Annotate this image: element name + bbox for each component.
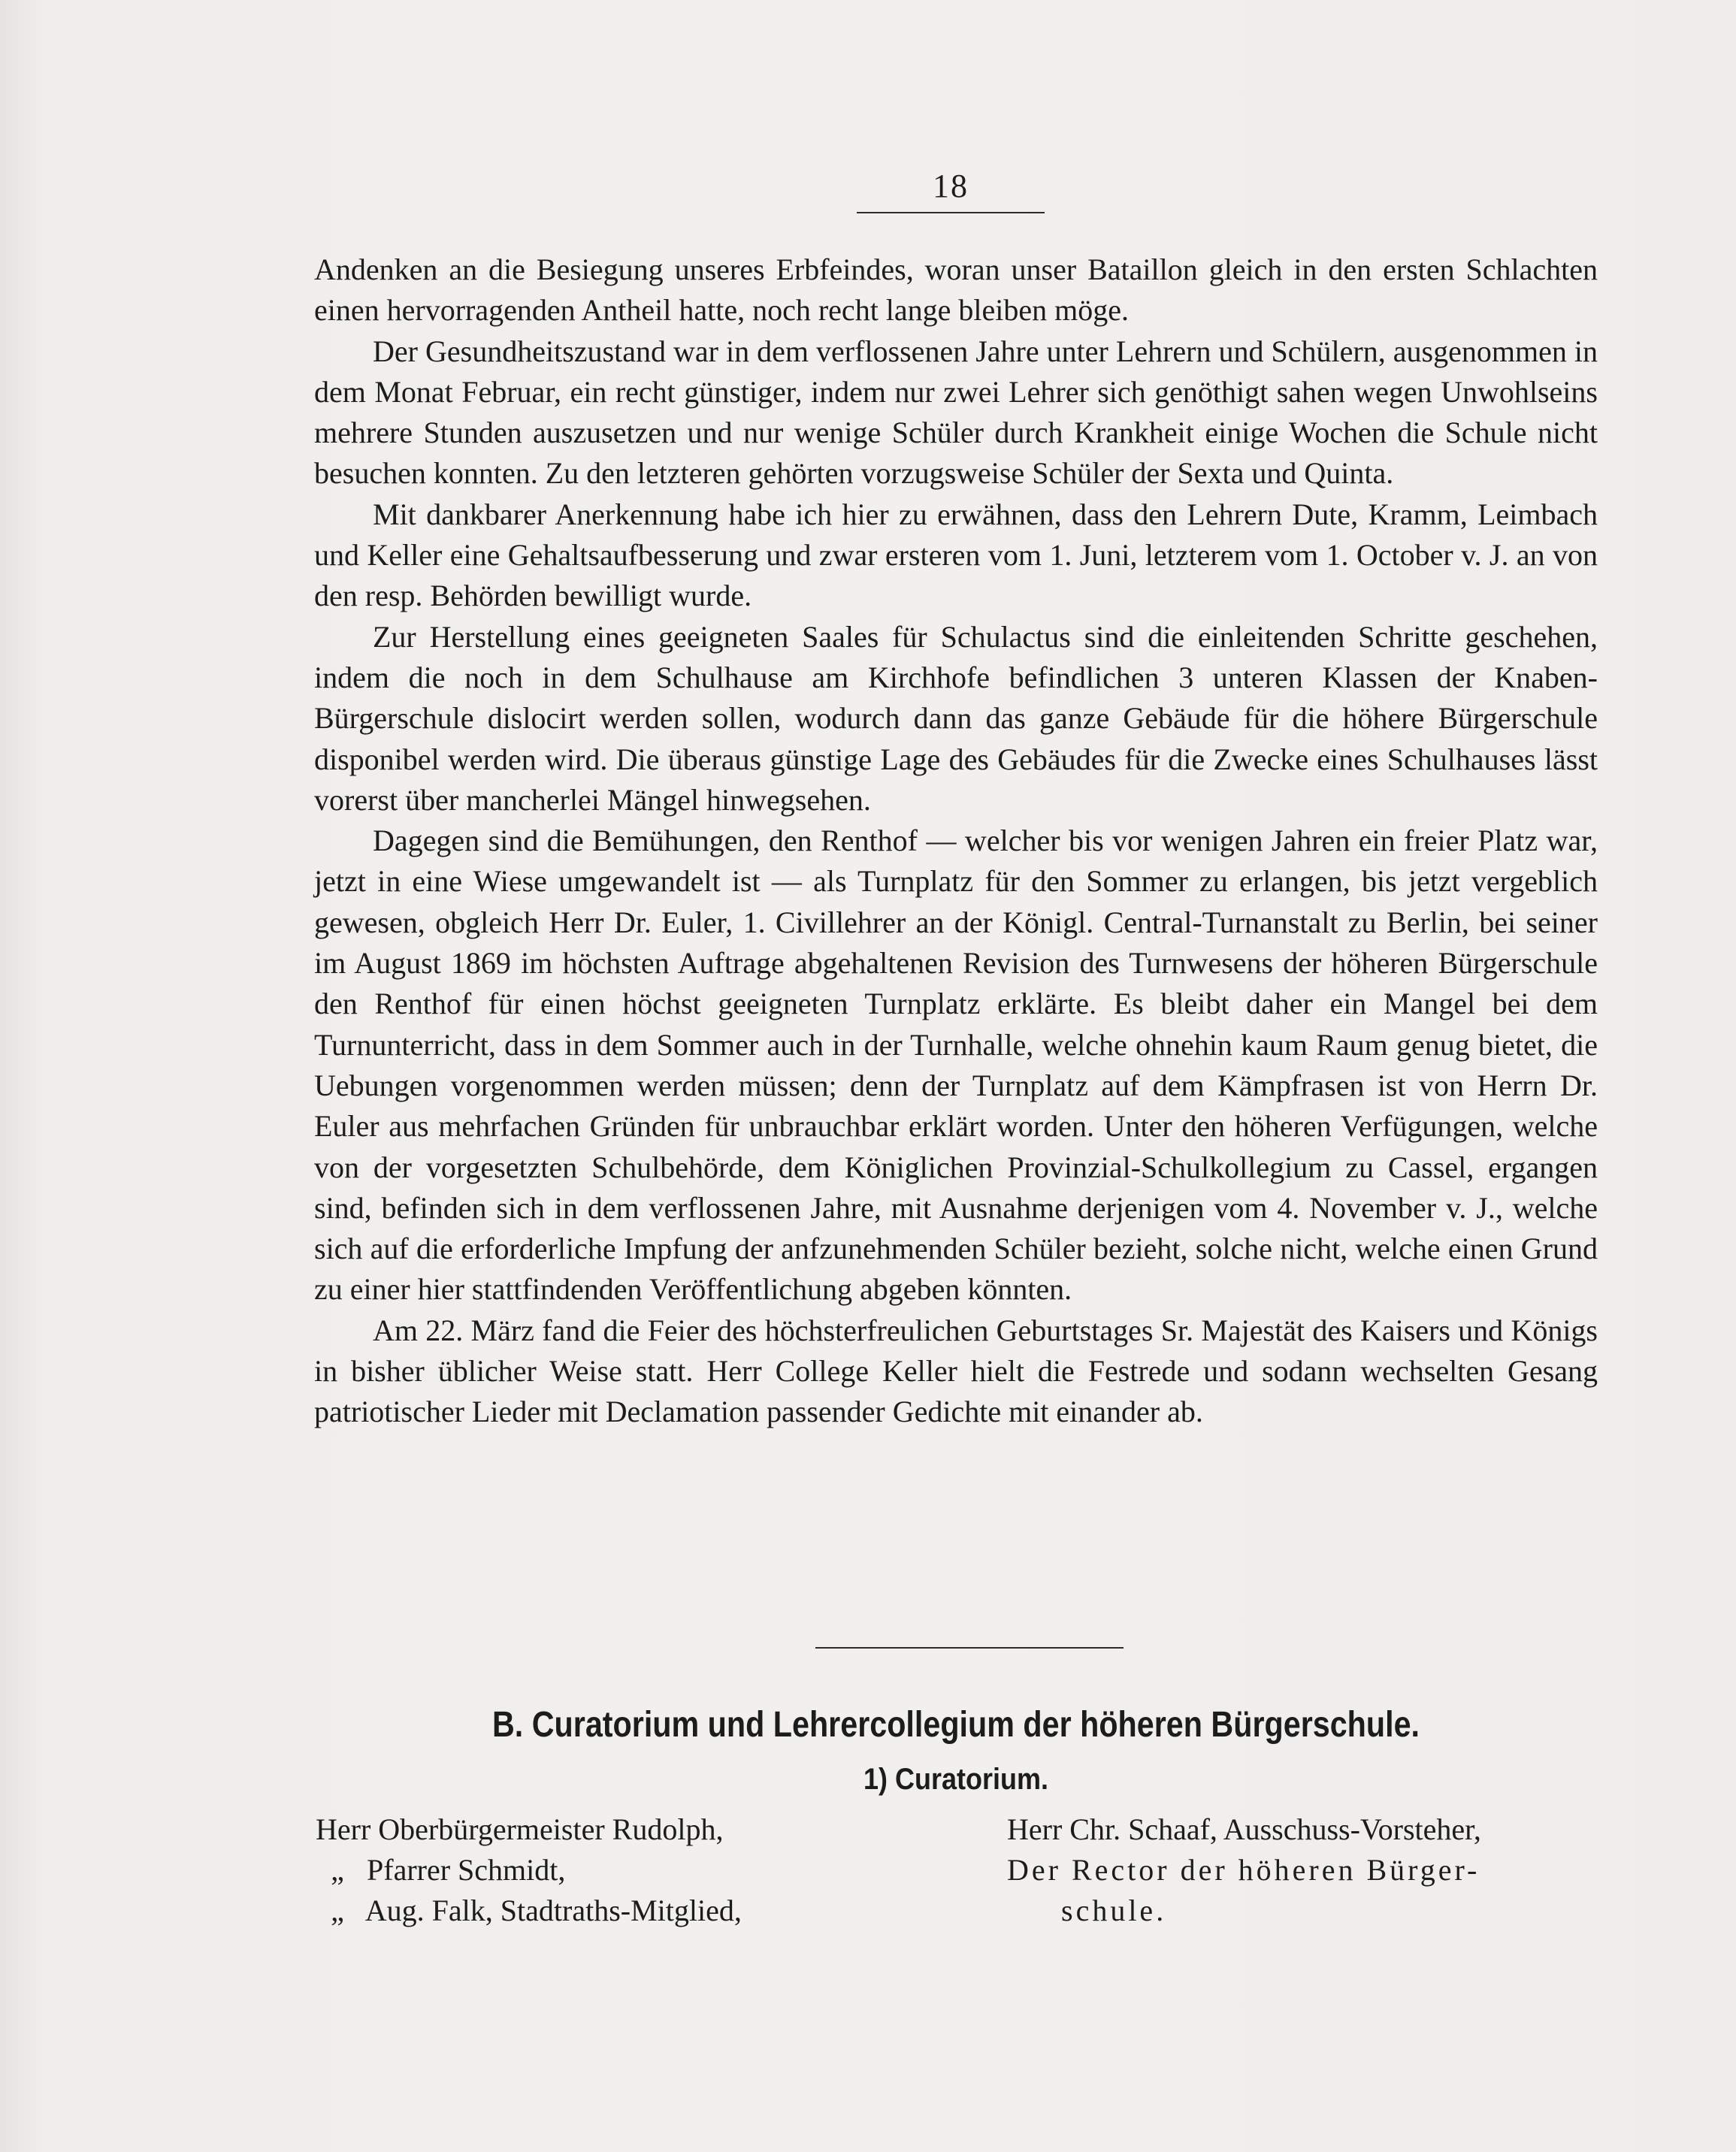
ditto-mark: „	[331, 1853, 344, 1887]
section-divider	[815, 1647, 1124, 1649]
subsection-title: 1) Curatorium.	[863, 1763, 1049, 1796]
paragraph: Dagegen sind die Bemühungen, den Renthof — welcher bis vor wenigen Jahren ein freier Platz war, jetzt in eine Wiese umgewandelt ist — als Turnplatz für den Sommer zu erlangen, bis jetzt vergeblich gewesen, obgleich Herr Dr. Euler, 1. Civillehrer an der Königl. Central-Turnanstalt zu Berlin, bei seiner im August 1869 im höchsten Auftrage abgehaltenen Revision des Turnwesens der höheren Bürgerschule den Renthof für einen höchst geeigneten Turnplatz erklärte. Es bleibt daher ein Mangel bei dem Turnunterricht, dass in dem Sommer auch in der Turnhalle, welche ohnehin kaum Raum genug bietet, die Uebungen vorgenommen werden müssen; denn der Turnplatz auf dem Kämpfrasen ist von Herrn Dr. Euler aus mehrfachen Gründen für unbrauchbar erklärt worden. Unter den höheren Verfügungen, welche von der vorgesetzten Schulbehörde, dem Königlichen Provinzial-Schulkollegium zu Cassel, ergangen sind, befinden sich in dem verflossenen Jahre, mit Ausnahme derjenigen vom 4. November v. J., welche sich auf die erforderliche Impfung der anfzunehmenden Schüler bezieht, solche nicht, welche einen Grund zu einer hier stattfindenden Veröffentlichung abgeben könnten.	[314, 824, 1598, 1307]
curatorium-list-left	[316, 1809, 887, 1931]
curatorium-list-right	[1007, 1809, 1608, 1931]
paragraph: Der Gesundheitszustand war in dem verflossenen Jahre unter Lehrern und Schülern, ausgenommen in dem Monat Februar, ein recht günstiger, indem nur zwei Lehrer sich genöthigt sahen wegen Unwohlseins mehrere Stunden auszusetzen und nur wenige Schüler durch Krankheit einige Wochen die Schule nicht besuchen konnten. Zu den letzteren gehörten vorzugsweise Schüler der Sexta und Quinta.	[314, 334, 1598, 491]
member-entry: Pfarrer Schmidt,	[367, 1853, 566, 1887]
list-item	[316, 1850, 887, 1891]
member-entry: Aug. Falk, Stadtraths-Mitglied,	[364, 1894, 742, 1927]
list-item	[316, 1891, 887, 1931]
member-entry: Oberbürgermeister Rudolph,	[378, 1812, 724, 1846]
list-item: Der Rector der höheren Bürger-	[1007, 1853, 1480, 1887]
header-rule	[857, 212, 1045, 213]
body-text	[314, 249, 1598, 1433]
ditto-mark: „	[331, 1894, 344, 1927]
paragraph: Mit dankbarer Anerkennung habe ich hier zu erwähnen, dass den Lehrern Dute, Kramm, Leimbach und Keller eine Gehaltsaufbesserung und zwar ersteren vom 1. Juni, letzterem vom 1. October v. J. an von den resp. Behörden bewilligt wurde.	[314, 497, 1598, 613]
paragraph: Am 22. März fand die Feier des höchsterfreulichen Geburtstages Sr. Majestät des Kaisers und Königs in bisher üblicher Weise statt. Herr College Keller hielt die Festrede und sodann wechselten Gesang patriotischer Lieder mit Declamation passender Gedichte mit einander ab.	[314, 1313, 1598, 1429]
member-prefix: Herr	[316, 1812, 371, 1846]
page-number: 18	[933, 168, 969, 204]
list-item: Herr Chr. Schaaf, Ausschuss-Vorsteher,	[1007, 1812, 1481, 1846]
paragraph: Zur Herstellung eines geeigneten Saales für Schulactus sind die einleitenden Schritte geschehen, indem die noch in dem Schulhause am Kirchhofe befindlichen 3 unteren Klassen der Knaben-Bürgerschule dislocirt werden sollen, wodurch dann das ganze Gebäude für die höhere Bürgerschule disponibel werden wird. Die überaus günstige Lage des Gebäudes für die Zwecke eines Schulhauses lässt vorerst über mancherlei Mängel hinwegsehen.	[314, 619, 1598, 817]
section-title: B. Curatorium und Lehrercollegium der höheren Bürgerschule.	[491, 1705, 1420, 1745]
list-item: schule.	[1061, 1894, 1167, 1927]
list-item	[316, 1809, 887, 1850]
paragraph: Andenken an die Besiegung unseres Erbfeindes, woran unser Bataillon gleich in den ersten Schlachten einen hervorragenden Antheil hatte, noch recht lange bleiben möge.	[314, 252, 1598, 328]
